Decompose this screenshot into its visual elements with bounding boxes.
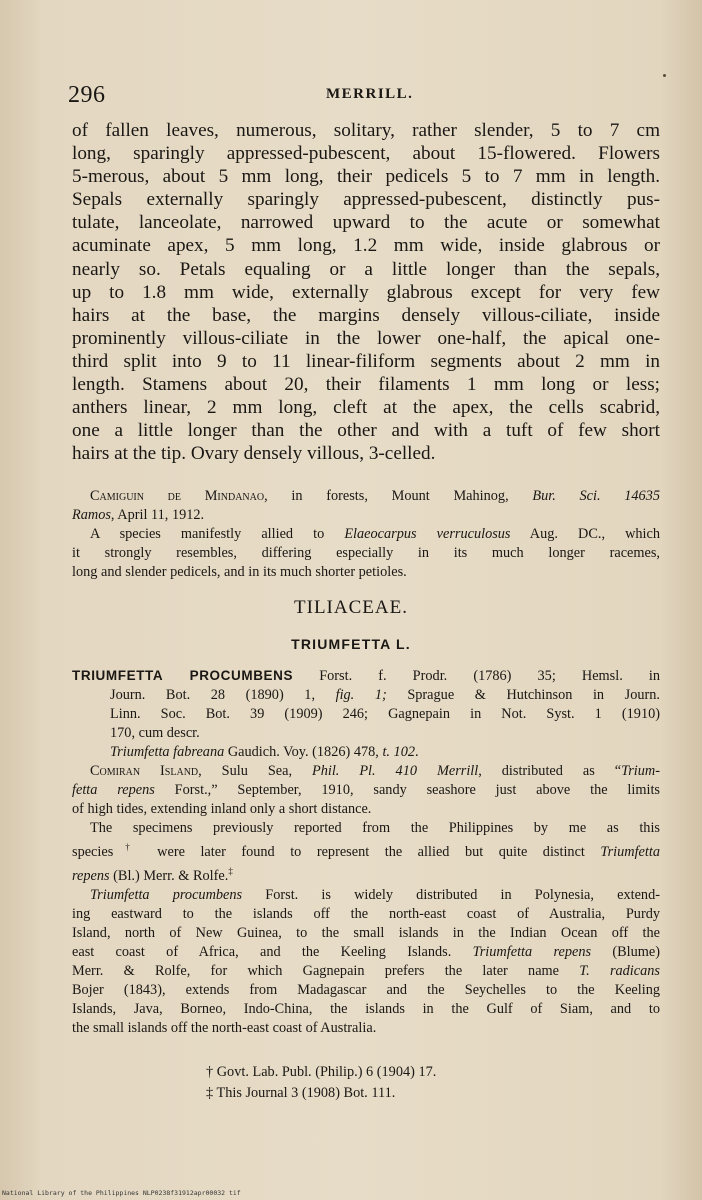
previous-report-line bbox=[72, 862, 660, 886]
description-line: nearly so. Petals equaling or a little longer than the sepals, bbox=[72, 258, 660, 280]
description-line: long, sparingly appressed-pubescent, about 15-flowered. Flowers bbox=[72, 143, 660, 165]
report-text: (Bl.) Merr. & Rolfe. bbox=[109, 867, 229, 884]
previous-report-line bbox=[72, 838, 660, 862]
remark-text: A species manifestly allied to bbox=[90, 526, 345, 542]
distribution-line: Bojer (1843), extends from Madagascar and the Seychelles to the Keeling bbox=[72, 981, 660, 998]
species-name: TRIUMFETTA PROCUMBENS bbox=[72, 668, 294, 683]
description-line: of fallen leaves, numerous, solitary, rather slender, 5 to 7 cm bbox=[72, 120, 660, 141]
species-citation: Journ. Bot. 28 (1890) 1, bbox=[110, 687, 336, 703]
species-line bbox=[72, 686, 660, 705]
description-line: prominently villous-ciliate in the lower one-half, the apical one- bbox=[72, 327, 660, 349]
comiran-line: of high tides, extending inland only a short distance. bbox=[72, 801, 372, 817]
taxon-name: Trium- bbox=[621, 763, 660, 779]
species-line bbox=[72, 666, 660, 686]
footnote: ‡ This Journal 3 (1908) Bot. 111. bbox=[206, 1085, 396, 1101]
description-line: up to 1.8 mm wide, externally glabrous except for very few bbox=[72, 281, 660, 303]
distribution-text: Merr. & Rolfe, for which Gagnepain prefers the later name bbox=[72, 962, 580, 979]
paper-speck bbox=[663, 74, 666, 77]
comiran-line bbox=[72, 762, 660, 781]
taxon-name: Triumfetta procumbens bbox=[90, 886, 243, 903]
description-line: length. Stamens about 20, their filaments 1 mm long or less; bbox=[72, 374, 660, 396]
specimen-date: , April 11, 1912. bbox=[110, 507, 205, 523]
distribution-line: the small islands off the north-east coast of Australia. bbox=[72, 1019, 377, 1036]
remark-line: it strongly resembles, differing especially in its much longer racemes, bbox=[72, 545, 660, 561]
taxon-name: fetta repens bbox=[72, 782, 155, 798]
synonym-line bbox=[72, 743, 660, 762]
comiran-line bbox=[72, 781, 660, 800]
distribution-line bbox=[72, 943, 660, 962]
species-entry bbox=[72, 666, 660, 1038]
description-line: acuminate apex, 5 mm long, 1.2 mm wide, inside glabrous or bbox=[72, 235, 660, 257]
comiran-text: , Sulu Sea, bbox=[198, 763, 312, 779]
distribution-text: Forst. is widely distributed in Polynesia, extend- bbox=[242, 886, 660, 903]
footnotes bbox=[206, 1062, 626, 1104]
footnote-marker: † bbox=[113, 842, 142, 852]
distribution-text: east coast of Africa, and the Keeling Islands. bbox=[72, 943, 473, 960]
taxon-name: repens bbox=[72, 867, 110, 884]
distribution-line: Island, north of New Guinea, to the small islands in the Indian Ocean off the bbox=[72, 924, 660, 941]
distribution-line bbox=[72, 962, 660, 981]
description-line: third split into 9 to 11 linear-filiform segments about 2 mm in bbox=[72, 350, 660, 372]
distribution-text: (Blume) bbox=[591, 943, 660, 960]
specimen-line bbox=[72, 506, 660, 525]
synonym-citation: Gaudich. Voy. (1826) 478, bbox=[224, 744, 383, 760]
description-line: Sepals externally sparingly appressed-pubescent, distinctly pus- bbox=[72, 189, 660, 211]
description-line: hairs at the base, the margins densely villous-ciliate, inside bbox=[72, 304, 660, 326]
collector: Ramos bbox=[72, 507, 111, 523]
footnote: † Govt. Lab. Publ. (Philip.) 6 (1904) 17. bbox=[206, 1064, 437, 1080]
collection-number: Phil. Pl. 410 Merrill bbox=[311, 763, 479, 779]
collection-number: Bur. Sci. 14635 bbox=[532, 488, 660, 504]
running-head: MERRILL. bbox=[326, 86, 414, 102]
page-number: 296 bbox=[68, 82, 106, 108]
page-header bbox=[68, 82, 658, 112]
family-heading: TILIACEAE. bbox=[294, 597, 408, 618]
species-line: Linn. Soc. Bot. 39 (1909) 246; Gagnepain in Not. Syst. 1 (1910) bbox=[110, 706, 660, 722]
specimen-line bbox=[72, 487, 660, 506]
distribution-line: Islands, Java, Borneo, Indo-China, the islands in the Gulf of Siam, and to bbox=[72, 1000, 660, 1017]
comiran-text: Forst.,” September, 1910, sandy seashore just above the limits bbox=[154, 782, 660, 798]
report-text: species bbox=[72, 843, 114, 860]
specimen-text: , in forests, Mount Mahinog, bbox=[264, 488, 533, 504]
remark-line bbox=[72, 525, 660, 544]
distribution-line bbox=[72, 886, 660, 905]
report-text: were later found to represent the allied but quite distinct bbox=[141, 843, 601, 860]
description-line: 5-merous, about 5 mm long, their pedicels 5 to 7 mm in length. bbox=[72, 166, 660, 188]
genus-heading: TRIUMFETTA L. bbox=[291, 636, 411, 652]
species-description bbox=[72, 119, 660, 465]
previous-report-line: The specimens previously reported from the Philippines by me as this bbox=[90, 820, 660, 836]
distribution-line: ing eastward to the islands off the north-east coast of Australia, Purdy bbox=[72, 905, 660, 922]
taxon-name: T. radicans bbox=[579, 962, 660, 979]
description-line: hairs at the tip. Ovary densely villous, 3-celled. bbox=[72, 443, 436, 465]
scan-label: National Library of the Philippines NLP0238f31912apr00032 tif bbox=[2, 1189, 241, 1197]
figure-ref: fig. 1; bbox=[335, 687, 387, 703]
species-line: 170, cum descr. bbox=[110, 725, 200, 741]
locality: Camiguin de Mindanao bbox=[90, 488, 265, 504]
species-citation: Forst. f. Prodr. (1786) 35; Hemsl. in bbox=[293, 668, 660, 684]
taxon-name: Triumfetta bbox=[600, 843, 660, 860]
footnote-marker: ‡ bbox=[228, 865, 233, 876]
remark-taxon: Elaeocarpus verruculosus bbox=[344, 526, 511, 542]
synonym-citation: . bbox=[415, 744, 419, 760]
description-line: anthers linear, 2 mm long, cleft at the apex, the cells scabrid, bbox=[72, 397, 660, 419]
remark-line: long and slender pedicels, and in its much shorter petioles. bbox=[72, 564, 407, 580]
description-line: one a little longer than the other and with a tuft of few short bbox=[72, 420, 660, 442]
description-line: tulate, lanceolate, narrowed upward to the acute or somewhat bbox=[72, 212, 660, 234]
plate-ref: t. 102 bbox=[382, 744, 416, 760]
specimen-citation bbox=[72, 487, 660, 582]
comiran-text: , distributed as “ bbox=[478, 763, 622, 779]
species-citation: Sprague & Hutchinson in Journ. bbox=[386, 687, 660, 703]
remark-text: Aug. DC., which bbox=[510, 526, 661, 542]
locality: Comiran Island bbox=[90, 763, 199, 779]
synonym-name: Triumfetta fabreana bbox=[110, 744, 225, 760]
taxon-name: Triumfetta repens bbox=[472, 943, 592, 960]
